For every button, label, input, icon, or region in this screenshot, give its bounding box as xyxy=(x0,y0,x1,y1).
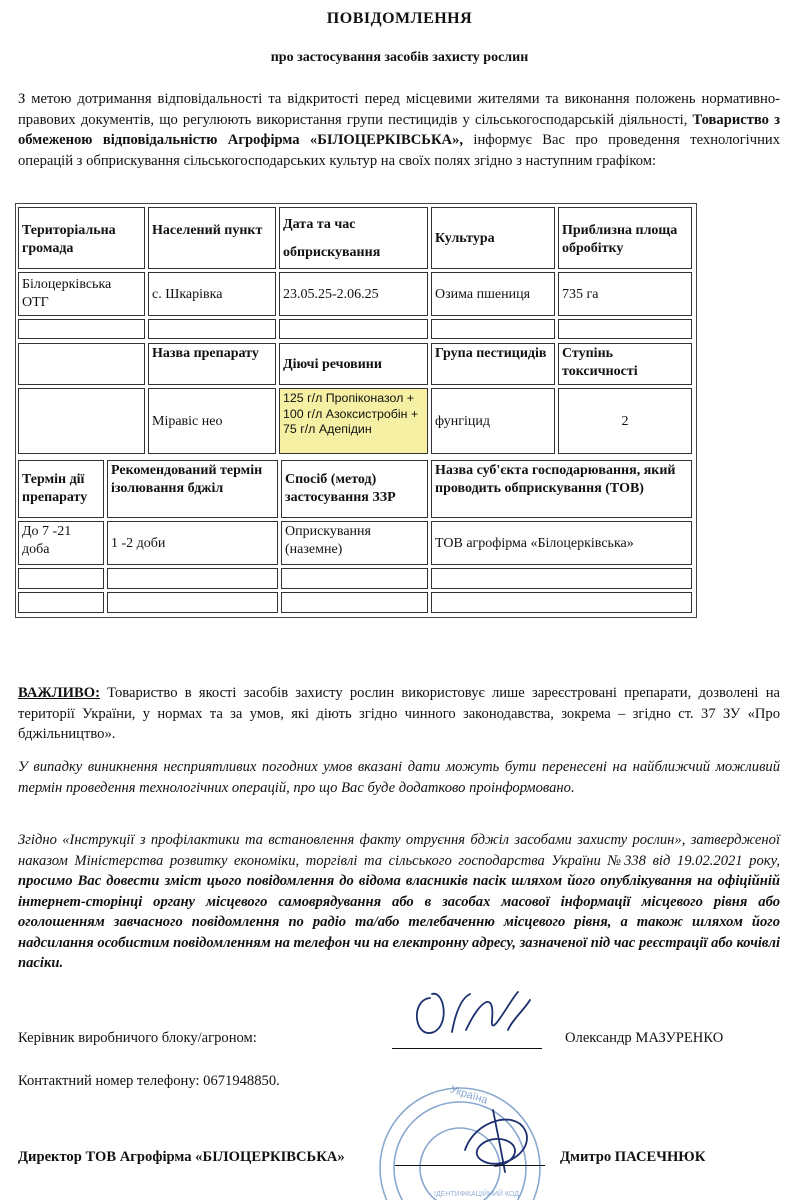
t1-empty-cell xyxy=(18,319,145,339)
intro-text-2: інформує Вас про проведення технологічних операцій з обприскування сільськогосподарських культур на своїх полях згідно з наступним графіком: xyxy=(18,132,780,169)
instruction-text-1: Згідно «Інструкції з профілактики та встановлення факту отруєння бджіл засобами захисту рослин», затвердженої наказом Міністерства розвитку економіки, торгівлі та сільського господарства України №338 від 19.02.2021 року, xyxy=(18,832,780,869)
t3-cell-entity: ТОВ агрофірма «Білоцерківська» xyxy=(431,521,692,565)
important-notice xyxy=(18,683,780,745)
t3-empty-cell xyxy=(281,592,428,613)
document-subtitle: про застосування засобів захисту рослин xyxy=(270,50,529,65)
director-signature xyxy=(445,1100,555,1180)
director-label: Директор ТОВ Агрофірма «БІЛОЦЕРКІВСЬКА» xyxy=(18,1149,345,1165)
agronomist-label: Керівник виробничого блоку/агроном: xyxy=(18,1030,257,1046)
t2-header-product: Назва препарату xyxy=(148,343,276,385)
t3-header-entity: Назва суб'єкта господарювання, який проводить обприскування (ТОВ) xyxy=(431,460,692,518)
t2-cell-product: Міравіс нео xyxy=(148,388,276,454)
t1-empty-cell xyxy=(148,319,276,339)
t1-cell-area: 735 га xyxy=(558,272,692,316)
t2-header-substances: Діючі речовини xyxy=(279,343,428,385)
t1-header-area: Приблизна площа обробітку xyxy=(558,207,692,269)
t3-empty-cell xyxy=(431,568,692,589)
stamp-code-text: ІДЕНТИФІКАЦІЙНИЙ КОД xyxy=(434,1191,519,1198)
t3-empty-cell xyxy=(107,568,278,589)
t3-cell-method: Оприскування (наземне) xyxy=(281,521,428,565)
t3-empty-cell xyxy=(281,568,428,589)
t3-header-method: Спосіб (метод) застосування ЗЗР xyxy=(281,460,428,518)
t1-cell-crop: Озима пшениця xyxy=(431,272,555,316)
t1-header-settlement: Населений пункт xyxy=(148,207,276,269)
document-title: ПОВІДОМЛЕННЯ xyxy=(326,10,473,27)
t3-empty-cell xyxy=(107,592,278,613)
t3-empty-cell xyxy=(431,592,692,613)
t1-cell-community: Білоцерківська ОТГ xyxy=(18,272,145,316)
phone-label: Контактний номер телефону: 0671948850. xyxy=(18,1073,280,1089)
t1-header-crop: Культура xyxy=(431,207,555,269)
instruction-request: просимо Вас довести зміст цього повідомлення до відома власників пасік шляхом його опублікування на офіційній інтернет-сторінці органу місцевого самоврядування або в засобах масової інформації місцевого рівня або оголошенням завчасного повідомлення по радіо та/або телебаченню місцевого рівня, а також шляхом його надсилання особистим повідомленням на телефон чи на електронну адресу, зазначеної під час реєстрації або кочівлі пасіки. xyxy=(18,873,780,971)
t2-header-group: Група пестицидів xyxy=(431,343,555,385)
t3-empty-cell xyxy=(18,568,104,589)
t2-header-empty xyxy=(18,343,145,385)
agronomist-name: Олександр МАЗУРЕНКО xyxy=(565,1030,724,1046)
t1-header-date: Дата та час обприскування xyxy=(279,207,428,269)
t1-empty-cell xyxy=(558,319,692,339)
t1-empty-cell xyxy=(279,319,428,339)
stamp-text: Україна xyxy=(448,1083,490,1107)
director-signature-line xyxy=(395,1165,545,1166)
t2-cell-group: фунгіцид xyxy=(431,388,555,454)
company-name: Товариство з обмеженою відповідальністю Агрофірма «БІЛОЦЕРКІВСЬКА», xyxy=(18,111,780,148)
weather-notice: У випадку виникнення несприятливих погодних умов вказані дати можуть бути перенесені на найближчий можливий термін проведення технологічних операцій, про що Вас буде додатково проінформовано. xyxy=(18,759,780,796)
important-label: ВАЖЛИВО: xyxy=(18,685,100,701)
t3-empty-cell xyxy=(18,592,104,613)
t2-cell-toxicity: 2 xyxy=(558,388,692,454)
t3-header-isolation: Рекомендований термін ізолювання бджіл xyxy=(107,460,278,518)
t2-cell-empty xyxy=(18,388,145,454)
t1-cell-date: 23.05.25-2.06.25 xyxy=(279,272,428,316)
intro-text-1: З метою дотримання відповідальності та відкритості перед місцевими жителями та виконання положень нормативно-правових документів, що регулюють використання групи пестицидів у сільськогосподарській діяльності, xyxy=(18,91,780,128)
t1-header-community: Територіальна громада xyxy=(18,207,145,269)
t2-cell-substances: 125 г/л Пропіконазол + 100 г/л Азоксистробін + 75 г/л Адепідин xyxy=(279,388,428,454)
t3-header-duration: Термін дії препарату xyxy=(18,460,104,518)
t1-empty-cell xyxy=(431,319,555,339)
t1-cell-settlement: с. Шкарівка xyxy=(148,272,276,316)
t2-header-toxicity: Ступінь токсичності xyxy=(558,343,692,385)
agronomist-signature-line xyxy=(392,1048,542,1049)
t3-cell-duration: До 7 -21 доба xyxy=(18,521,104,565)
director-name: Дмитро ПАСЕЧНЮК xyxy=(560,1149,706,1165)
important-text: Товариство в якості засобів захисту рослин використовує лише зареєстровані препарати, дозволені на території України, у нормах та за умов, які діють згідно чинного законодавства, зокрема – згідно ст. 37 ЗУ «Про бджільництво». xyxy=(18,685,780,742)
instruction-notice xyxy=(18,830,780,974)
agronomist-signature xyxy=(400,980,550,1052)
t3-cell-isolation: 1 -2 доби xyxy=(107,521,278,565)
intro-paragraph xyxy=(18,89,780,171)
